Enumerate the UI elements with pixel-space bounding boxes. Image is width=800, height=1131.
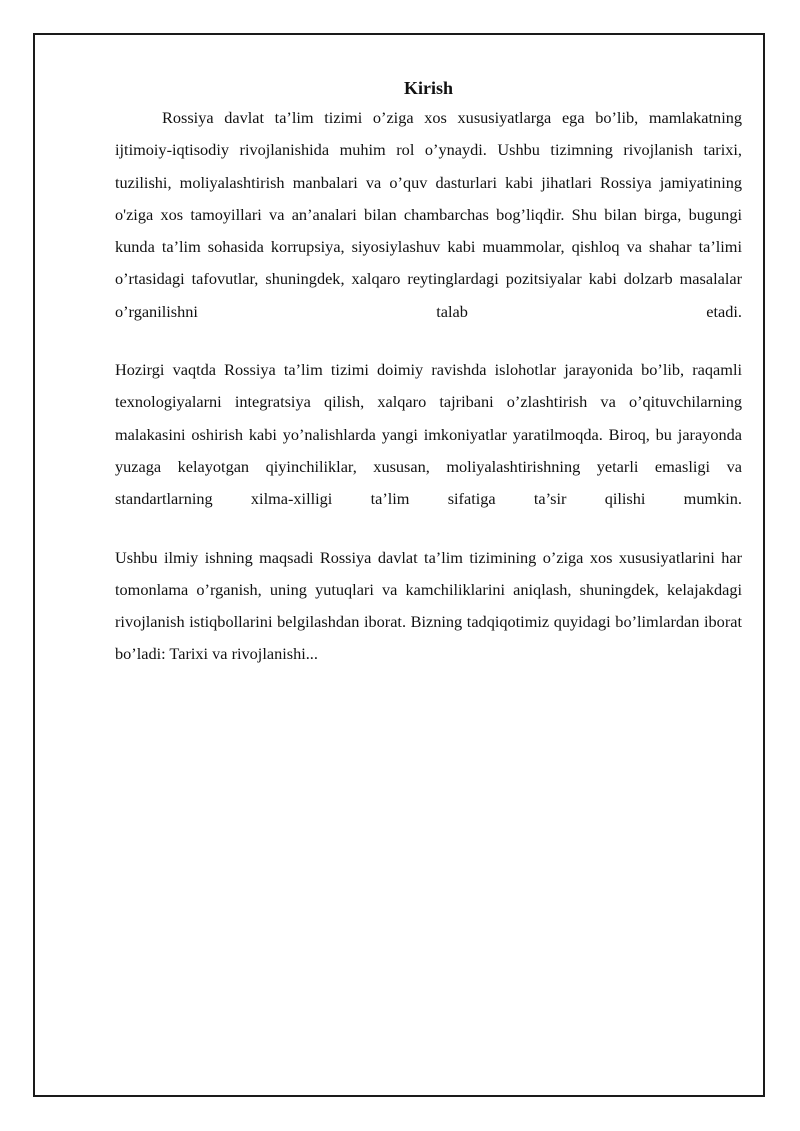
document-title: Kirish: [403, 78, 453, 98]
paragraph-gap: [115, 328, 742, 354]
paragraph-aim: Ushbu ilmiy ishning maqsadi Rossiya davlat ta’lim tizimining o’ziga xos xususiyatlarini har tomonlama o’rganish, uning yutuqlari va kamchiliklarini aniqlash, shuningdek, kelajakdagi rivojlanish istiqbollarini belgilashdan iborat. Bizning tadqiqotimiz quyidagi bo’limlardan iborat bo’ladi: Tarixi va rivojlanishi...: [115, 547, 742, 664]
paragraph-reforms: Hozirgi vaqtda Rossiya ta’lim tizimi doimiy ravishda islohotlar jarayonida bo’lib, raqamli texnologiyalarni integratsiya qilish, xalqaro tajribani o’zlashtirish va o’qituvchilarning malakasini oshirish kabi yo’nalishlarda yangi imkoniyatlar yaratilmoqda. Biroq, bu jarayonda yuzaga kelayotgan qiyinchiliklar, xususan, moliyalashtirishning yetarli emasligi va standartlarning xilma-xilligi ta’lim sifatiga ta’sir qilishi mumkin.: [115, 360, 742, 509]
paragraph-gap: [115, 516, 742, 542]
document-body: [115, 76, 742, 671]
paragraph-intro: Rossiya davlat ta’lim tizimi o’ziga xos xususiyatlarga ega bo’lib, mamlakatning ijtimoiy-iqtisodiy rivojlanishida muhim rol o’ynaydi. Ushbu tizimning rivojlanish tarixi, tuzilishi, moliyalashtirish manbalari va o’quv dasturlari kabi jihatlari Rossiya jamiyatining o'ziga xos tamoyillari va an’analari bilan chambarchas bog’liqdir. Shu bilan birga, bugungi kunda ta’lim sohasida korrupsiya, siyosiylashuv kabi muammolar, qishloq va shahar ta’limi o’rtasidagi tafovutlar, shuningdek, xalqaro reytinglardagi pozitsiyalar kabi dolzarb masalalar o’rganilishni talab etadi.: [115, 108, 742, 321]
